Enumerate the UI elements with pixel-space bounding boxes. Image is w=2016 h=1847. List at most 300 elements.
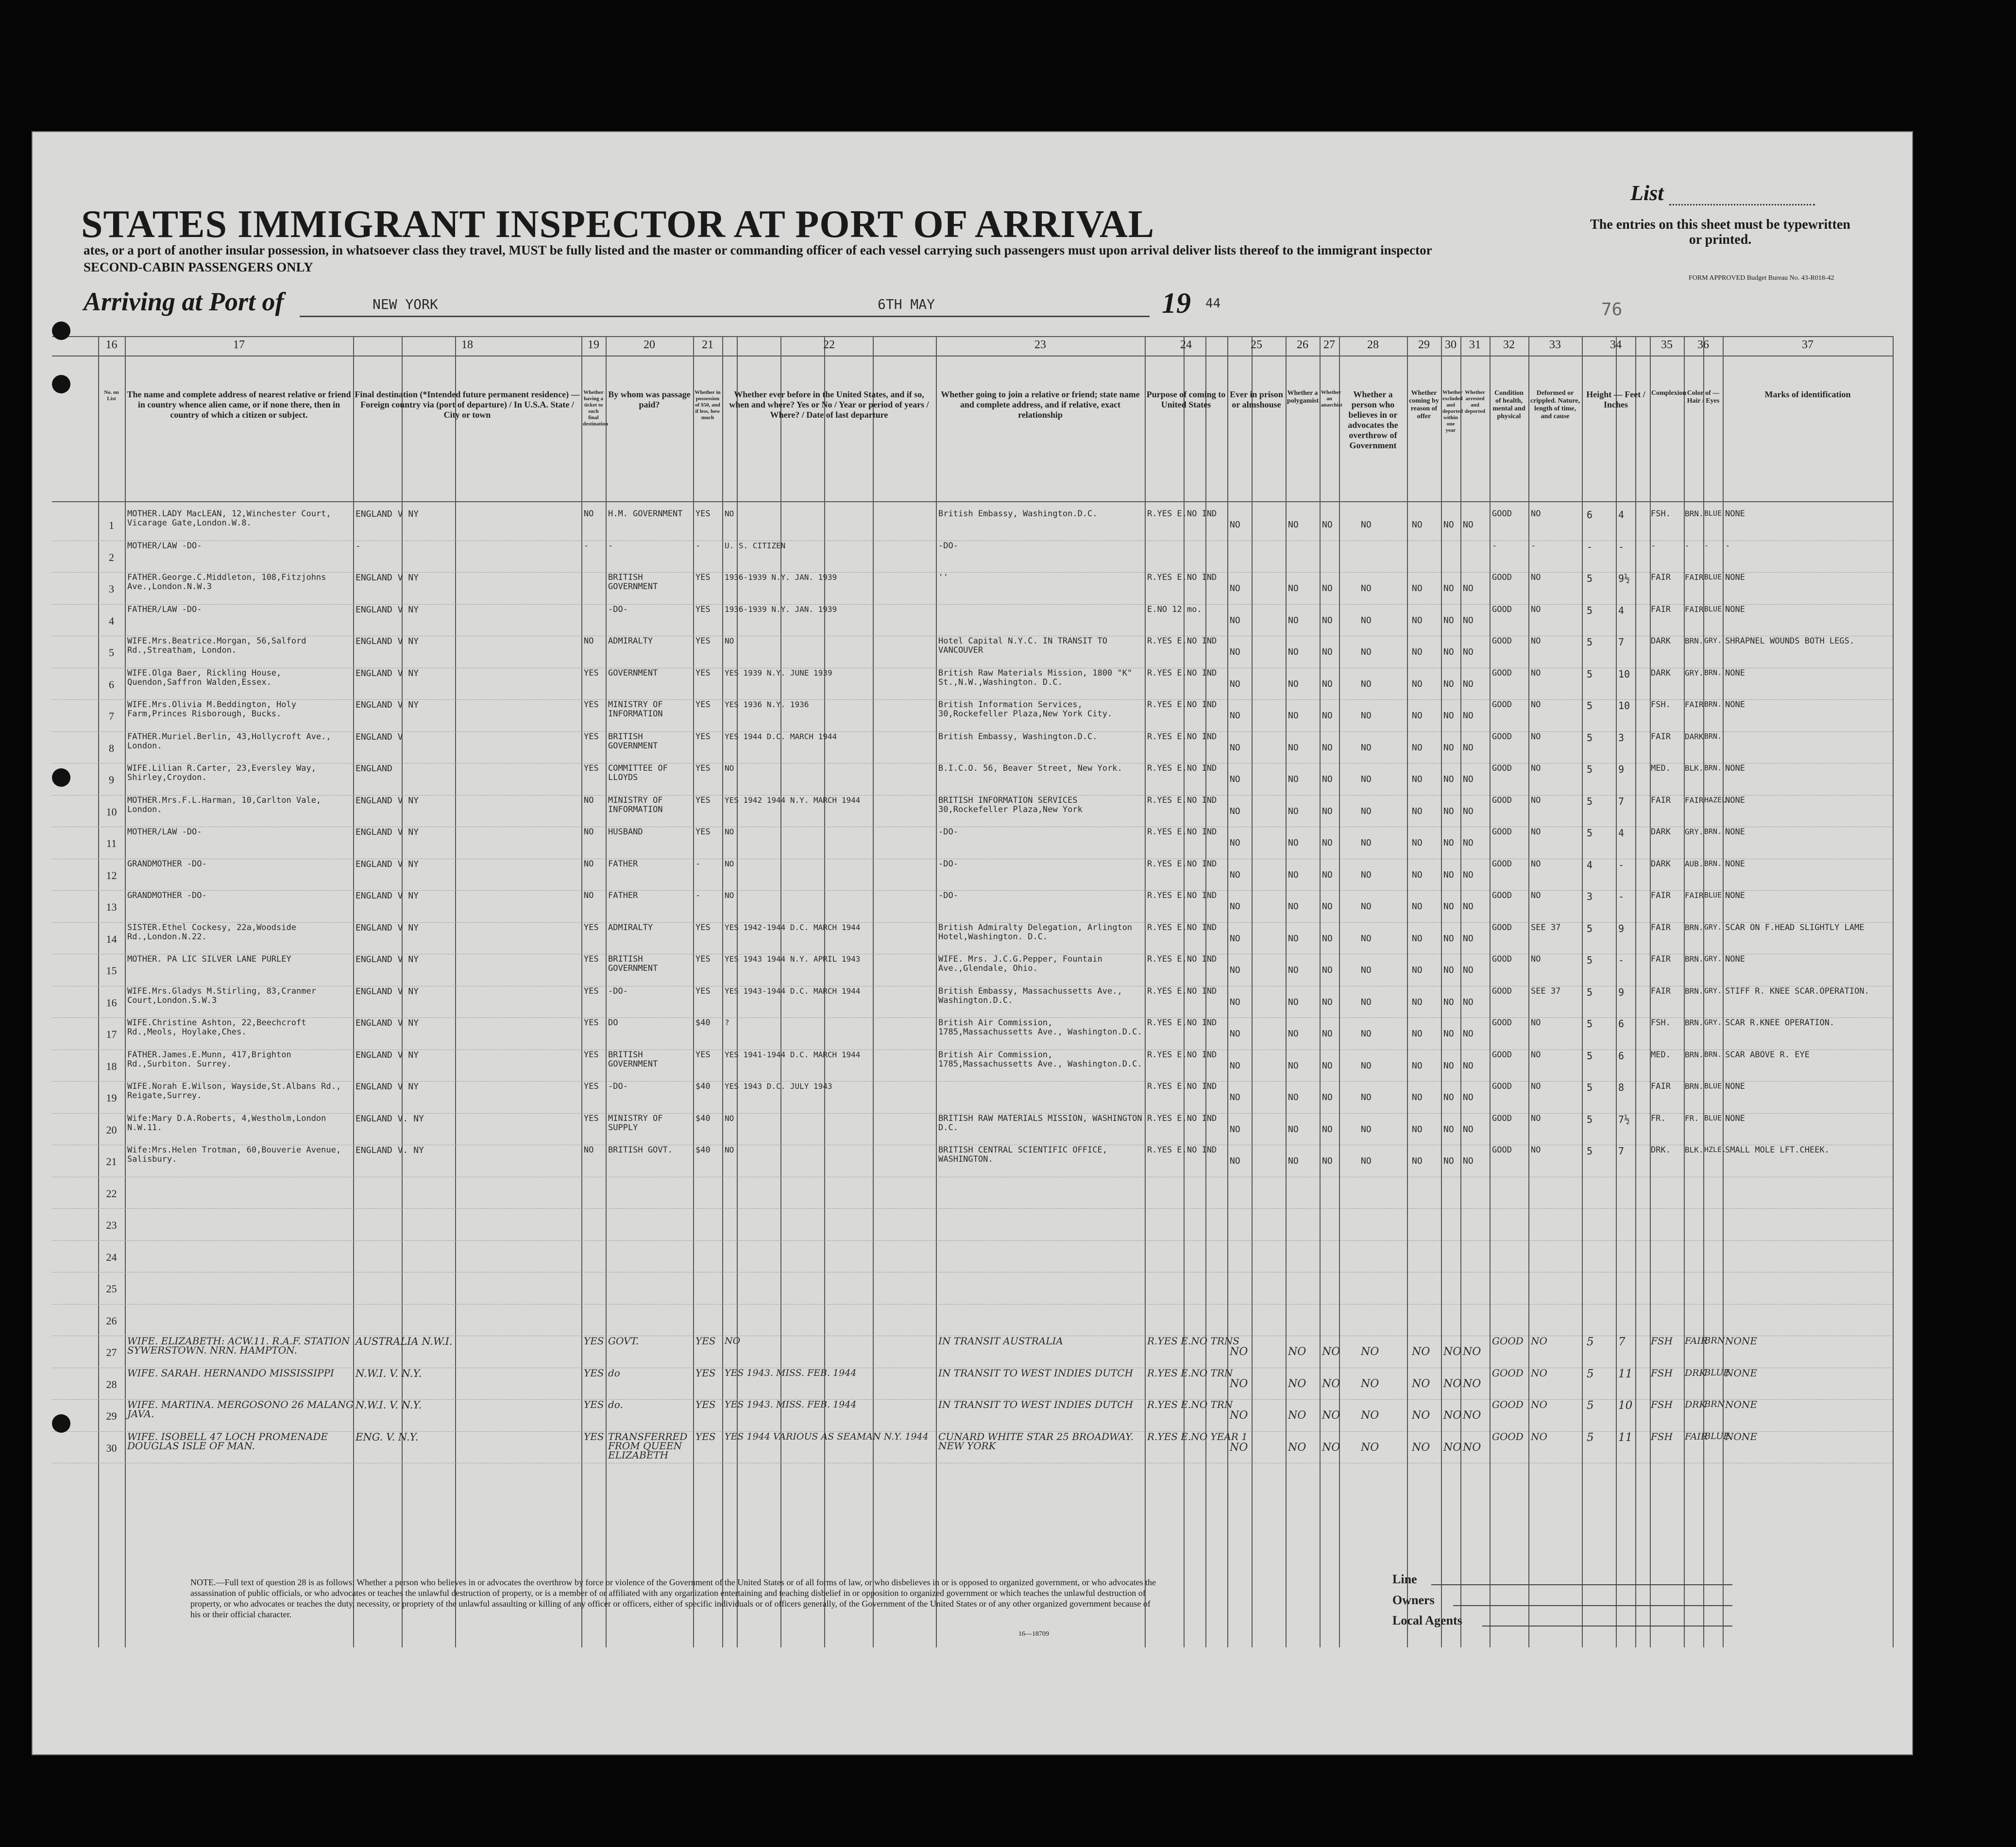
cell-money: - [695,859,701,869]
cell-hair: - [1685,541,1690,550]
cell-in: 9½ [1618,573,1630,584]
cell-answer: NO [1361,774,1372,784]
cell-money: YES [695,604,711,614]
cell-answer: NO [1463,869,1474,880]
cell-answer: NO [1230,678,1240,689]
cell-money: YES [695,954,711,964]
cell-answer: NO [1322,520,1333,530]
cell-country: ENGLAND V [356,731,403,742]
cell-in: 6 [1618,1018,1625,1030]
cell-money: $40 [695,1018,711,1028]
cell-country: ENGLAND V NY [356,636,419,646]
cell-answer: NO [1322,1409,1340,1422]
cell-eyes: GRY. [1704,636,1722,645]
cell-answer: NO [1412,678,1423,689]
cell-eyes: BRN. [1704,731,1722,741]
cell-answer: NO [1361,678,1372,689]
cell-join: British Embassy, Massachussetts Ave., Washington.D.C. [938,986,1122,1005]
cell-eyes: BRN. [1704,827,1722,836]
cell-deformed: SEE 37 [1531,986,1561,996]
cell-answer: NO [1463,965,1474,975]
cell-cx: FR. [1651,1113,1666,1123]
cell-answer: NO [1230,1409,1248,1422]
cell-answer: NO [1322,711,1333,721]
cell-answer: NO [1412,1092,1423,1102]
cell-paid: GOVERNMENT [608,668,658,678]
cell-answer: NO [1288,806,1299,816]
cell-answer: NO [1288,1029,1299,1039]
cell-money: YES [695,573,711,582]
table-row [52,890,1893,922]
cell-marks: - [1725,541,1730,551]
cell-before: 1936-1939 N.Y. JAN. 1939 [725,573,837,582]
cell-before: NO [725,509,734,518]
column-number: 29 [1418,339,1430,351]
row-number: 28 [106,1378,117,1390]
column-number: 34 [1610,339,1622,351]
table-row [52,1050,1893,1082]
cell-marks: NONE [1725,1113,1745,1123]
row-number: 16 [106,996,117,1009]
cell-eyes: BLUE [1704,891,1722,899]
cell-eyes: HZLE. [1704,1145,1727,1154]
row-number: 3 [109,583,114,595]
cell-answer: NO [1361,520,1372,530]
cell-money: - [695,891,701,900]
cell-country: ENGLAND V NY [356,509,419,519]
cell-answer: NO [1322,774,1333,784]
table-row [52,1145,1893,1177]
cell-answer: NO [1230,901,1240,912]
cell-ticket: NO [584,1145,594,1155]
cell-eyes: GRY. [1704,986,1722,995]
cell-eyes: BRN. [1704,859,1722,868]
cell-answer: NO [1412,1409,1430,1422]
agents-field [1482,1626,1732,1627]
cell-join: BRITISH INFORMATION SERVICES 30,Rockefeller Plaza,New York [938,795,1083,814]
cell-before: YES 1936 N.Y. 1936 [725,700,809,709]
row-number: 23 [106,1219,117,1231]
cell-eyes: - [1704,541,1709,550]
cell-eyes: BRN [1704,1336,1725,1346]
cell-answer: NO [1443,1409,1462,1422]
cell-country: ENGLAND V NY [356,891,419,901]
cell-before: NO [725,763,734,773]
cell-answer: NO [1443,1092,1454,1102]
cell-in: 11 [1618,1367,1633,1380]
cell-purpose: R.YES E.NO IND [1147,573,1217,582]
cell-in: 4 [1618,509,1625,521]
form-approved-note: FORM APPROVED Budget Bureau No. 43-R018-42 [1689,274,1834,282]
cell-ticket: YES [584,700,599,710]
column-number: 33 [1549,339,1561,351]
cell-health: GOOD [1492,1113,1512,1123]
row-number: 6 [109,678,114,691]
cell-deformed: NO [1531,1018,1541,1028]
cell-answer: NO [1443,742,1454,753]
cell-paid: COMMITTEE OF LLOYDS [608,763,668,782]
cell-rel: GRANDMOTHER -DO- [127,859,207,869]
cell-answer: NO [1322,1060,1333,1071]
cell-answer: NO [1412,838,1423,848]
form-number: 16—18709 [1018,1630,1049,1638]
cell-answer: NO [1361,615,1372,626]
cell-deformed: NO [1531,795,1541,805]
cell-hair: BRN. [1685,1082,1704,1091]
cell-rel: MOTHER.LADY MacLEAN, 12,Winchester Court, Vicarage Gate,London.W.8. [127,509,331,528]
cell-ft: 5 [1587,1399,1594,1412]
cell-answer: NO [1322,1346,1340,1358]
cell-ft: 5 [1587,1336,1594,1348]
cell-answer: NO [1412,1377,1430,1390]
row-number: 24 [106,1251,117,1263]
cell-answer: NO [1361,742,1372,753]
cell-answer: NO [1322,678,1333,689]
cell-rel: Wife:Mary D.A.Roberts, 4,Westholm,London N.W.11. [127,1113,326,1133]
line-label: Line [1392,1572,1417,1586]
table-row [52,572,1893,604]
table-row [52,1304,1893,1336]
cell-country: ENGLAND V NY [356,668,419,678]
cell-marks: SCAR R.KNEE OPERATION. [1725,1018,1835,1028]
cell-money: YES [695,509,711,519]
cell-eyes: BLUE [1704,509,1722,518]
table-row [52,827,1893,859]
cell-answer: NO [1412,1060,1423,1071]
cell-before: 1936-1939 N.Y. JAN. 1939 [725,604,837,614]
cell-paid: do [608,1367,620,1379]
cell-marks: NONE [1725,1082,1745,1091]
cell-cx: FSH [1651,1430,1673,1442]
cell-marks: SMALL MOLE LFT.CHEEK. [1725,1145,1830,1155]
cell-paid: -DO- [608,986,628,996]
cell-join: -DO- [938,827,958,837]
cell-country: ENGLAND V. NY [356,1113,424,1124]
cell-hair: BRN. [1685,986,1704,996]
cell-rel: MOTHER.Mrs.F.L.Harman, 10,Carlton Vale, London. [127,795,322,814]
cell-deformed: SEE 37 [1531,922,1561,932]
cell-rel: WIFE. MARTINA. MERGOSONO 26 MALANG JAVA. [127,1399,354,1420]
column-number: 31 [1469,339,1481,351]
column-header: Final destination (*Intended future permanent residence) — Foreign country via (port of departure) / In U.S.A. State / City or town [355,390,580,420]
cell-deformed: NO [1531,954,1541,964]
cell-health: GOOD [1492,573,1512,582]
cell-purpose: R.YES E.NO IND [1147,1145,1217,1155]
cell-purpose: R.YES E.NO YEAR 1 [1147,1430,1248,1442]
cell-marks: NONE [1725,827,1745,837]
subtitle-class: SECOND-CABIN PASSENGERS ONLY [84,260,313,274]
column-header: Color of — Hair / Eyes [1687,390,1720,405]
cell-country: AUSTRALIA N.W.I. [356,1336,453,1347]
row-number: 21 [106,1155,117,1168]
cell-cx: DARK [1651,636,1671,646]
cell-money: YES [695,1399,716,1410]
cell-answer: NO [1361,1346,1379,1358]
cell-ft: 5 [1587,1050,1593,1062]
column-number: 23 [1034,339,1046,351]
cell-health: GOOD [1492,1082,1512,1091]
row-number: 13 [106,901,117,913]
cell-health: GOOD [1492,922,1512,932]
cell-in: 9 [1618,763,1625,775]
cell-before: U. S. CITIZEN [725,541,786,550]
list-line [1669,204,1815,205]
subtitle-instructions: ates, or a port of another insular possession, in whatsoever class they travel, MUST be fully listed and the master or commanding officer of each vessel carrying such passengers must upon arrival deliver lists thereof to the immigrant inspector [84,243,1432,257]
row-number: 17 [106,1028,117,1040]
cell-ticket: YES [584,1113,599,1123]
cell-cx: FSH [1651,1399,1673,1410]
cell-answer: NO [1288,520,1299,530]
cell-hair: DRK [1685,1367,1706,1378]
cell-answer: NO [1361,869,1372,880]
cell-ft: 5 [1587,636,1593,648]
cell-ft: - [1587,541,1593,553]
cell-ft: 5 [1587,573,1593,584]
cell-in: 7 [1618,1145,1625,1157]
cell-cx: FAIR [1651,986,1671,996]
port-value: NEW YORK [373,296,438,312]
cell-health: GOOD [1492,1430,1524,1442]
cell-answer: NO [1443,1441,1462,1454]
date-value: 6TH MAY [878,296,935,312]
cell-ticket: YES [584,1082,599,1091]
cell-join: British Air Commission, 1785,Massachussetts Ave., Washington.D.C. [938,1018,1142,1037]
cell-answer: NO [1443,774,1454,784]
cell-answer: NO [1322,965,1333,975]
cell-join: British Admiralty Delegation, Arlington Hotel,Washington. D.C. [938,922,1133,942]
column-number: 24 [1180,339,1192,351]
row-number: 22 [106,1187,117,1200]
cell-country: ENGLAND V NY [356,1018,419,1028]
cell-paid: - [608,541,613,551]
cell-answer: NO [1443,647,1454,657]
column-number: 16 [105,339,118,351]
cell-answer: NO [1412,1156,1423,1166]
cell-answer: NO [1463,1377,1481,1390]
cell-answer: NO [1463,1409,1481,1422]
cell-ticket: YES [584,763,599,773]
cell-ft: 5 [1587,1431,1594,1444]
cell-ft: 5 [1587,700,1593,712]
cell-ticket: YES [584,1050,599,1060]
sheet-number: 76 [1601,300,1623,320]
cell-answer: NO [1288,1092,1299,1102]
cell-health: GOOD [1492,1399,1524,1410]
row-number: 19 [106,1092,117,1104]
footnote-question-28: NOTE.—Full text of question 28 is as follows: Whether a person who believes in or advocates the overthrow by force or violence of the Government of the United States or of all forms of law, or who disbelieves in or is opposed to organized government, or who advocates the assassination of public officials, or who advocates or teaches the unlawful destruction of property, or is a member of or affiliated with any organization entertaining and teaching disbelief in or opposition to organized government or which teaches the unlawful destruction of property, or who advocates or teaches the duty, necessity, or propriety of the unlawful assaulting or killing of any officer or officers, either of specific individuals or of officers generally, of the Government of the United States or of any other organized government because of his or their official character. [190,1577,1156,1619]
cell-money: YES [695,1430,716,1442]
table-row [52,1399,1893,1431]
cell-cx: FAIR [1651,1082,1671,1091]
cell-country: ENGLAND V NY [356,1082,419,1092]
cell-purpose: R.YES E.NO IND [1147,859,1217,869]
cell-purpose: R.YES E.NO IND [1147,922,1217,932]
cell-purpose: R.YES E.NO IND [1147,795,1217,805]
cell-deformed: NO [1531,636,1541,646]
cell-country: N.W.I. V. N.Y. [356,1399,422,1411]
cell-eyes: BRN. [1704,668,1722,677]
cell-cx: DRK. [1651,1145,1671,1155]
cell-cx: DARK [1651,827,1671,837]
cell-answer: NO [1288,901,1299,912]
column-number: 21 [702,339,713,351]
cell-deformed: NO [1531,573,1541,582]
cell-answer: NO [1230,997,1240,1007]
cell-country: ENGLAND V NY [356,827,419,837]
cell-paid: FATHER [608,891,638,900]
cell-before: YES 1944 D.C. MARCH 1944 [725,731,837,741]
cell-money: YES [695,668,711,678]
cell-answer: NO [1288,869,1299,880]
cell-in: 7 [1618,1336,1626,1348]
cell-answer: NO [1322,742,1333,753]
column-header: Marks of identification [1764,390,1851,399]
cell-answer: NO [1288,583,1299,593]
column-number: 35 [1661,339,1673,351]
cell-cx: FAIR [1651,731,1671,742]
cell-answer: NO [1463,583,1474,593]
cell-answer: NO [1443,965,1454,975]
cell-paid: GOVT. [608,1335,639,1347]
row-number: 18 [106,1060,117,1072]
cell-cx: DARK [1651,668,1671,678]
cell-join: IN TRANSIT AUSTRALIA [938,1335,1063,1347]
cell-deformed: NO [1531,1050,1541,1060]
cell-answer: NO [1443,678,1454,689]
cell-answer: NO [1361,583,1372,593]
line-field [1431,1584,1732,1585]
cell-answer: NO [1412,520,1423,530]
row-number: 9 [109,774,114,786]
cell-paid: BRITISH GOVERNMENT [608,954,658,973]
cell-cx: FAIR [1651,604,1671,614]
cell-answer: NO [1322,615,1333,626]
cell-answer: NO [1361,1060,1372,1071]
cell-before: ? [725,1018,729,1027]
cell-hair: AUB. [1685,859,1704,868]
table-row [52,1240,1893,1272]
row-number: 2 [109,551,114,563]
cell-rel: WIFE. ISOBELL 47 LOCH PROMENADE DOUGLAS ISLE OF MAN. [127,1430,328,1452]
cell-ft: 5 [1587,604,1593,616]
cell-deformed: NO [1531,604,1541,614]
cell-cx: MED. [1651,1050,1671,1060]
cell-join: British Raw Materials Mission, 1800 "K" St.,N.W.,Washington. D.C. [938,668,1133,687]
cell-health: GOOD [1492,1367,1524,1379]
cell-hair: BRN. [1685,509,1704,518]
cell-ticket: YES [584,668,599,678]
cell-paid: do. [608,1399,623,1410]
cell-join: IN TRANSIT TO WEST INDIES DUTCH [938,1399,1134,1410]
cell-money: YES [695,795,711,805]
table-row [52,859,1893,891]
cell-ticket: YES [584,986,599,996]
cell-health: - [1492,541,1497,551]
cell-purpose: R.YES E.NO IND [1147,763,1217,773]
column-number: 17 [233,339,245,351]
cell-cx: FAIR [1651,922,1671,932]
cell-paid: BRITISH GOVERNMENT [608,1050,658,1069]
cell-answer: NO [1412,711,1423,721]
cell-eyes: BLUE [1704,1082,1722,1090]
column-header: Whether a person who believes in or advocates the overthrow of Government [1348,390,1398,450]
cell-answer: NO [1412,583,1423,593]
column-header: Whether having a ticket to such final destination [583,390,608,427]
cell-ft: 4 [1587,859,1593,871]
cell-paid: BRITISH GOVT. [608,1145,673,1155]
cell-deformed: NO [1531,1430,1547,1442]
column-header: Deformed or crippled. Nature, length of time, and cause [1530,390,1580,420]
binder-hole [52,768,70,787]
cell-answer: NO [1361,1124,1372,1135]
cell-answer: NO [1443,583,1454,593]
cell-answer: NO [1288,774,1299,784]
cell-answer: NO [1463,1124,1474,1135]
cell-purpose: R.YES E.NO IND [1147,1018,1217,1028]
cell-answer: NO [1412,933,1423,944]
cell-paid: BRITISH GOVERNMENT [608,573,658,592]
cell-hair: DRK [1685,1399,1706,1410]
cell-in: 4 [1618,827,1625,839]
cell-purpose: R.YES E.NO IND [1147,891,1217,900]
cell-answer: NO [1443,869,1454,880]
cell-before: NO [725,827,734,836]
cell-answer: NO [1463,774,1474,784]
cell-answer: NO [1288,678,1299,689]
cell-hair: FAIR [1685,604,1704,614]
cell-join: '' [938,573,949,582]
cell-purpose: R.YES E.NO TRN [1147,1399,1233,1410]
column-header: No. on List [104,390,119,402]
cell-join: British Information Services, 30,Rockefeller Plaza,New York City. [938,700,1113,719]
cell-answer: NO [1361,647,1372,657]
cell-answer: NO [1412,774,1423,784]
cell-money: YES [695,986,711,996]
cell-before: NO [725,891,734,900]
cell-answer: NO [1322,1156,1333,1166]
cell-deformed: NO [1531,731,1541,742]
column-number: 36 [1697,339,1709,351]
cell-answer: NO [1288,997,1299,1007]
row-number: 26 [106,1314,117,1327]
cell-answer: NO [1230,838,1240,848]
cell-answer: NO [1412,1441,1430,1454]
cell-in: - [1618,859,1625,871]
cell-answer: NO [1463,1029,1474,1039]
table-row [52,1368,1893,1400]
cell-before: NO [725,1145,734,1154]
cell-answer: NO [1443,1124,1454,1135]
cell-ticket: YES [584,1399,604,1410]
column-header: Whether an anarchist [1321,390,1342,408]
cell-money: YES [695,922,711,932]
cell-purpose: R.YES E.NO IND [1147,509,1217,519]
cell-answer: NO [1463,711,1474,721]
cell-answer: NO [1463,520,1474,530]
table-row [52,1208,1893,1240]
cell-before: NO [725,1113,734,1123]
cell-purpose: R.YES E.NO IND [1147,827,1217,837]
cell-answer: NO [1288,647,1299,657]
cell-join: British Embassy, Washington.D.C. [938,509,1098,519]
cell-in: 8 [1618,1082,1625,1093]
column-number: 19 [588,339,599,351]
cell-marks: NONE [1725,668,1745,678]
cell-health: GOOD [1492,604,1512,614]
row-number: 27 [106,1346,117,1358]
cell-cx: FAIR [1651,891,1671,900]
table-row [52,1113,1893,1145]
